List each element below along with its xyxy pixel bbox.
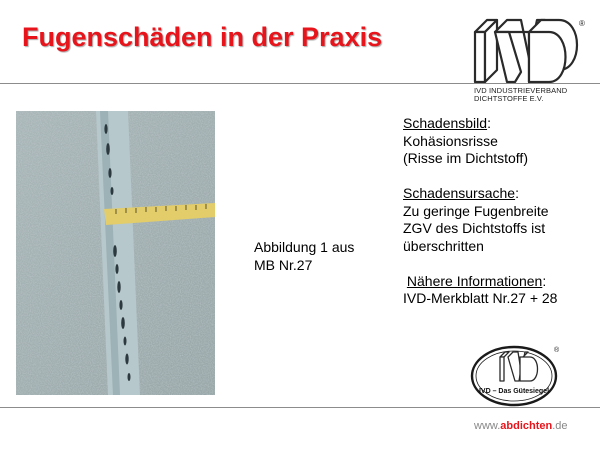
joint-damage-photo (16, 111, 215, 395)
cause-line3: überschritten (403, 237, 484, 254)
damage-heading-colon: : (487, 115, 491, 131)
caption-line1: Abbildung 1 aus (254, 239, 355, 255)
registered-mark: ® (579, 19, 585, 28)
damage-heading: Schadensbild (403, 115, 488, 131)
damage-line1: Kohäsionsrisse (403, 132, 498, 149)
cause-heading-row (403, 185, 598, 203)
website-link[interactable] (474, 420, 568, 432)
cause-heading: Schadensursache (403, 185, 516, 201)
cause-line1: Zu geringe Fugenbreite (403, 202, 549, 219)
more-heading-colon: : (542, 272, 547, 289)
damage-info-panel (403, 115, 598, 308)
website-accent: abdichten (500, 420, 553, 432)
more-line1: IVD-Merkblatt Nr.27 + 28 (403, 290, 558, 306)
caption-line2: MB Nr.27 (254, 257, 313, 273)
footer-divider (0, 407, 600, 408)
damage-heading-row (403, 115, 598, 133)
website-suffix: .de (552, 420, 568, 432)
header-divider (0, 83, 600, 84)
figure-caption (254, 238, 394, 274)
seal-label: IVD – Das Gütesiegel (478, 388, 550, 395)
damage-line2: (Risse im Dichtstoff) (403, 150, 528, 166)
more-heading: Nähere Informationen (406, 272, 543, 289)
cause-line2: ZGV des Dichtstoffs ist (403, 220, 546, 236)
seal-registered-mark: ® (554, 347, 560, 354)
slide-title: Fugenschäden in der Praxis (22, 22, 383, 52)
logo-text-line2: DICHTSTOFFE E.V. (474, 94, 544, 103)
logo-text-line1: IVD INDUSTRIEVERBAND (474, 86, 568, 95)
cause-heading-colon: : (515, 185, 519, 201)
website-prefix: www. (474, 420, 501, 432)
more-heading-row (403, 273, 598, 291)
ivd-quality-seal (470, 343, 562, 407)
